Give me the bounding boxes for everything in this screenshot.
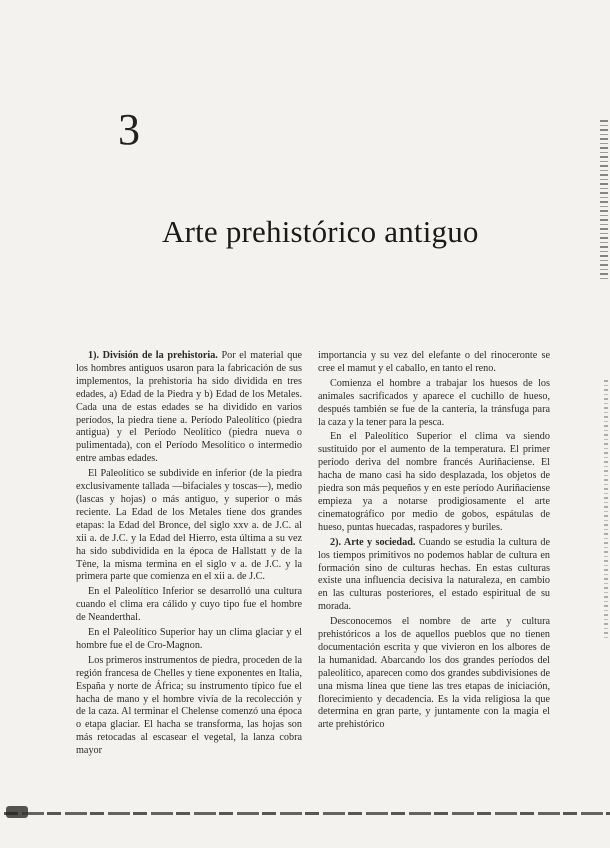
scan-edge-artifact (604, 380, 608, 640)
section-heading: 1). División de la prehistoria. (88, 350, 218, 361)
paragraph-text: En el Paleolítico Inferior se desarrolló una cultura cuando el clima era cálido y cuyo tipo fue el hombre de Neanderthal. (76, 586, 302, 624)
paragraph-text: En el Paleolítico Superior hay un clima glaciar y el hombre fue el de Cro-Magnon. (76, 627, 302, 651)
paragraph (318, 350, 550, 376)
right-text-column (318, 350, 550, 734)
scan-bottom-artifact (4, 812, 610, 815)
paragraph (318, 431, 550, 534)
paragraph-text: Comienza el hombre a trabajar los huesos de los animales sacrificados y aparece el cuchillo de hueso, después también se fue de la cantería, la tránsfuga para la caza y la tener para la pesca. (318, 377, 550, 428)
paragraph-text: Por el material que los hombres antiguos usaron para la fabricación de sus implementos, la prehistoria ha sido dividida en tres edades, a) Edad de la Piedra y b) Edad de los Metales. Cada una de estas edades se ha dividido en varios períodos, la piedra tiene a. Período Paleolítico (piedra antigua) y el Período Neolítico (piedra nueva o pulimentada), con el Período Mesolítico o intermedio entre ambas edades. (76, 350, 302, 465)
paragraph-text: Cuando se estudia la cultura de los tiempos primitivos no podemos hablar de cultura en formación sino de culturas hechas. En estas culturas existe una influencia decisiva la naturaleza, en cambio en las culturas posteriores, el estado espiritual de su morada. (318, 536, 551, 613)
paragraph (76, 627, 302, 653)
paragraph (76, 655, 302, 758)
paragraph (76, 350, 302, 466)
section-heading: 2). Arte y sociedad. (330, 536, 416, 548)
chapter-title: Arte prehistórico antiguo (162, 214, 479, 249)
paragraph-text: importancia y su vez del elefante o del rinoceronte se cree el mamut y el caballo, en tanto el reno. (318, 350, 550, 374)
paragraph (76, 586, 302, 625)
paragraph-text: En el Paleolítico Superior el clima va siendo sustituido por el aumento de la temperatura. El primer período deriva del nombre francés Auriñaciense. El hacha de mano casi ha sido desplazada, los objetos de piedra son más pequeños y en este período Auriñaciense empieza ya a notarse prodigiosamente el arte cinematográfico por medio de gobos, espátulas de hueso, puntas huecadas, raspadores y buriles. (318, 431, 550, 533)
paragraph (318, 616, 550, 732)
paragraph (318, 537, 550, 614)
chapter-number: 3 (118, 105, 140, 154)
left-text-column (76, 350, 302, 760)
paragraph-text: Desconocemos el nombre de arte y cultura prehistóricos a los de aquellos pueblos que no tienen documentación escrita y que vivieron en los albores de la humanidad. Abarcando los dos grandes períodos del paleolítico, aparecen como dos grandes subdivisiones de una misma línea que tiene las tres etapas de iniciación, florecimiento y decadencia. Es la vida religiosa la que determina en gran parte, y juntamente con la magia el arte prehistórico (318, 616, 550, 731)
paragraph-text: El Paleolítico se subdivide en inferior (de la piedra exclusivamente tallada —bifaciales y toscas—), medio (lascas y hojas) o más antiguo, y superior o más reciente. La Edad de los Metales tiene dos grandes etapas: la Edad del Bronce, del siglo xxv a. de J.C. al xii a. de J.C. y la Edad del Hierro, esta última a su vez ha sido subdividida en la época de Hallstatt y de la Tène, la misma termina en el siglo v a. de J.C. y la primera parte que comienza en el xii a. de J.C. (76, 468, 302, 583)
scan-edge-artifact (600, 120, 608, 280)
paragraph (76, 468, 302, 584)
paragraph-text: Los primeros instrumentos de piedra, proceden de la región francesa de Chelles y tiene exponentes en Italia, España y norte de África; su instrumento típico fue el hacha de mano y el hombre vivía de la recolección y de la caza. Al terminar el Chelense comenzó una época o etapa glaciar. El hacha se transforma, las hojas son más retocadas al escasear el vegetal, la lanza cobra mayor (76, 654, 302, 757)
paragraph (318, 378, 550, 430)
